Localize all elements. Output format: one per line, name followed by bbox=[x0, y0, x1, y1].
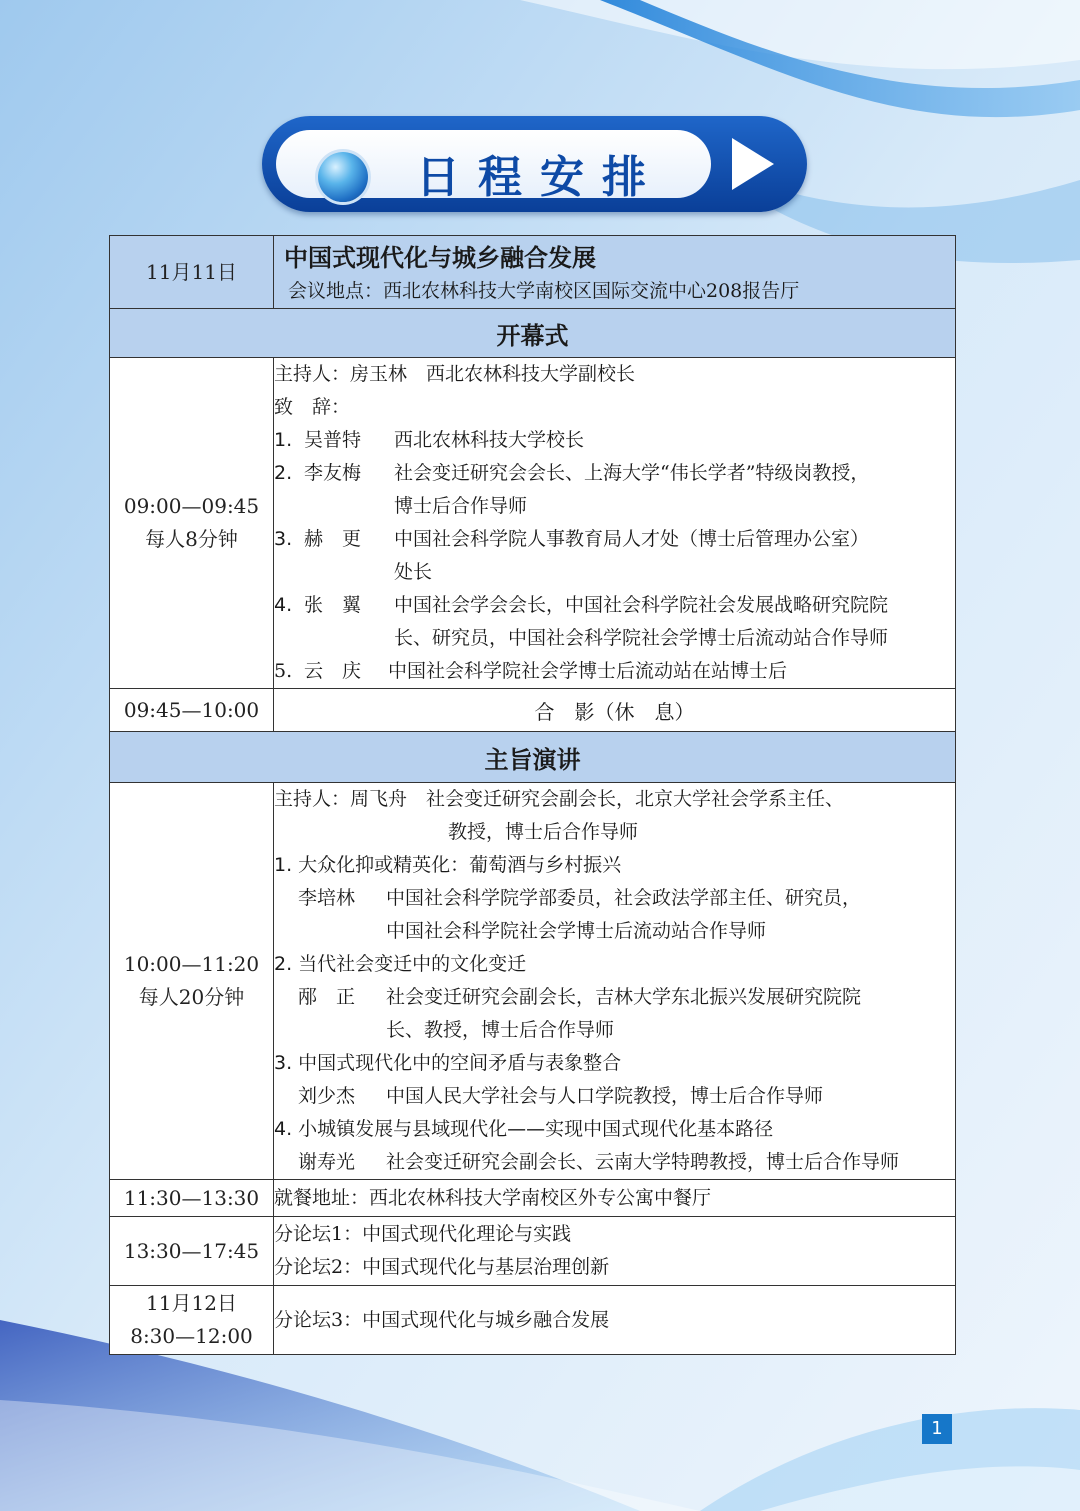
forum-title: 中国式现代化与基层治理创新 bbox=[362, 1256, 610, 1278]
speaker-item bbox=[274, 424, 955, 457]
keynote-time: 10:00—11:20 bbox=[123, 952, 260, 976]
speaker-title-continued: 长、研究员，中国社会科学院社会学博士后流动站合作导师 bbox=[394, 627, 889, 649]
talk-speaker bbox=[274, 1146, 955, 1179]
forums-row bbox=[110, 1217, 956, 1286]
forum-title: 中国式现代化理论与实践 bbox=[362, 1223, 572, 1245]
banner-inner bbox=[276, 130, 711, 203]
keynote-heading: 主旨演讲 bbox=[110, 732, 956, 783]
photo-row bbox=[110, 689, 956, 732]
talk-speaker-title: 社会变迁研究会副会长，吉林大学东北振兴发展研究院院 bbox=[386, 986, 862, 1008]
speaker-title: 西北农林科技大学校长 bbox=[394, 429, 585, 451]
speaker-number: 2. bbox=[274, 462, 293, 484]
opening-time: 09:00—09:45 bbox=[123, 494, 260, 518]
speaker-name: 张 翼 bbox=[304, 594, 362, 616]
speaker-name: 吴普特 bbox=[304, 429, 362, 451]
forum-item bbox=[274, 1304, 955, 1337]
page-title: 日程安排 bbox=[416, 152, 664, 203]
day1-date: 11月11日 bbox=[110, 236, 274, 309]
talk-speaker-title-continued: 长、教授，博士后合作导师 bbox=[386, 1019, 615, 1041]
speaker-title: 社会变迁研究会会长、上海大学“伟长学者”特级岗教授， bbox=[394, 462, 870, 484]
day1-info bbox=[274, 236, 956, 309]
speaker-name: 云 庆 bbox=[304, 660, 362, 682]
speaker-number: 5. bbox=[274, 660, 293, 682]
speaker-title: 中国社会学会会长，中国社会科学院社会发展战略研究院院 bbox=[394, 594, 889, 616]
forums-content bbox=[274, 1217, 956, 1286]
schedule-table bbox=[109, 235, 956, 1355]
forum-label: 分论坛2： bbox=[274, 1256, 363, 1278]
lunch-time: 11:30—13:30 bbox=[110, 1180, 274, 1217]
opening-heading-row bbox=[110, 309, 956, 358]
forums-time: 13:30—17:45 bbox=[110, 1217, 274, 1286]
talk-title: 3. 中国式现代化中的空间矛盾与表象整合 bbox=[274, 1052, 622, 1074]
opening-row bbox=[110, 358, 956, 689]
forum-label: 分论坛1： bbox=[274, 1223, 363, 1245]
opening-time-cell bbox=[110, 358, 274, 689]
speech-label: 致 辞： bbox=[274, 396, 351, 418]
day2-date: 11月12日 bbox=[146, 1291, 237, 1315]
day1-topic: 中国式现代化与城乡融合发展 bbox=[284, 244, 596, 272]
forum-item bbox=[274, 1251, 955, 1284]
lunch-row bbox=[110, 1180, 956, 1217]
globe-icon bbox=[318, 152, 368, 202]
day1-venue: 会议地点：西北农林科技大学南校区国际交流中心208报告厅 bbox=[288, 280, 800, 302]
speaker-name: 赫 更 bbox=[304, 528, 362, 550]
speaker-number: 4. bbox=[274, 594, 293, 616]
speaker-title: 中国社会科学院人事教育局人才处（博士后管理办公室） bbox=[394, 528, 870, 550]
speaker-item bbox=[274, 523, 955, 556]
opening-time-note: 每人8分钟 bbox=[145, 527, 238, 551]
opening-host: 主持人：房玉林 西北农林科技大学副校长 bbox=[274, 363, 636, 385]
talk-speaker-name: 李培林 bbox=[298, 887, 356, 909]
opening-content bbox=[274, 358, 956, 689]
talk-speaker-title: 中国社会科学院学部委员，社会政法学部主任、研究员， bbox=[386, 887, 862, 909]
talk-title: 2. 当代社会变迁中的文化变迁 bbox=[274, 953, 527, 975]
keynote-row bbox=[110, 783, 956, 1180]
day2-time: 8:30—12:00 bbox=[130, 1324, 253, 1348]
keynote-host-continued: 教授，博士后合作导师 bbox=[448, 821, 639, 843]
talk-speaker bbox=[274, 981, 955, 1014]
photo-time: 09:45—10:00 bbox=[110, 689, 274, 732]
day1-header-row bbox=[110, 236, 956, 309]
forum-label: 分论坛3： bbox=[274, 1308, 363, 1331]
talk-title: 4. 小城镇发展与县域现代化——实现中国式现代化基本路径 bbox=[274, 1118, 774, 1140]
play-arrow-icon bbox=[732, 138, 774, 190]
keynote-time-cell bbox=[110, 783, 274, 1180]
talk-speaker-title-continued: 中国社会科学院社会学博士后流动站合作导师 bbox=[386, 920, 767, 942]
speaker-title-continued: 博士后合作导师 bbox=[394, 495, 528, 517]
talk-speaker-title: 社会变迁研究会副会长、云南大学特聘教授，博士后合作导师 bbox=[386, 1151, 900, 1173]
talk-speaker bbox=[274, 1080, 955, 1113]
talk-speaker-title: 中国人民大学社会与人口学院教授，博士后合作导师 bbox=[386, 1085, 824, 1107]
title-banner bbox=[262, 116, 807, 212]
speaker-item bbox=[274, 655, 955, 688]
photo-label: 合 影（休 息） bbox=[274, 689, 956, 732]
lunch-label: 就餐地址：西北农林科技大学南校区外专公寓中餐厅 bbox=[274, 1180, 956, 1217]
speaker-item bbox=[274, 589, 955, 622]
talk-speaker-name: 邴 正 bbox=[298, 986, 356, 1008]
speaker-name: 李友梅 bbox=[304, 462, 362, 484]
speaker-number: 1. bbox=[274, 429, 293, 451]
day2-time-cell bbox=[110, 1286, 274, 1355]
talk-speaker-name: 谢寿光 bbox=[298, 1151, 356, 1173]
keynote-host: 主持人：周飞舟 社会变迁研究会副会长，北京大学社会学系主任、 bbox=[274, 788, 845, 810]
forum-item bbox=[274, 1218, 955, 1251]
keynote-content bbox=[274, 783, 956, 1180]
talk-speaker bbox=[274, 882, 955, 915]
forum-title: 中国式现代化与城乡融合发展 bbox=[362, 1308, 610, 1331]
day2-row bbox=[110, 1286, 956, 1355]
speaker-number: 3. bbox=[274, 528, 293, 550]
talk-title: 1. 大众化抑或精英化：葡萄酒与乡村振兴 bbox=[274, 854, 622, 876]
page-number: 1 bbox=[922, 1414, 952, 1444]
keynote-heading-row bbox=[110, 732, 956, 783]
opening-heading: 开幕式 bbox=[110, 309, 956, 358]
speaker-item bbox=[274, 457, 955, 490]
speaker-title-continued: 处长 bbox=[394, 561, 433, 583]
talk-speaker-name: 刘少杰 bbox=[298, 1085, 356, 1107]
speaker-title: 中国社会科学院社会学博士后流动站在站博士后 bbox=[388, 660, 788, 682]
day2-content bbox=[274, 1286, 956, 1355]
keynote-time-note: 每人20分钟 bbox=[138, 985, 245, 1009]
